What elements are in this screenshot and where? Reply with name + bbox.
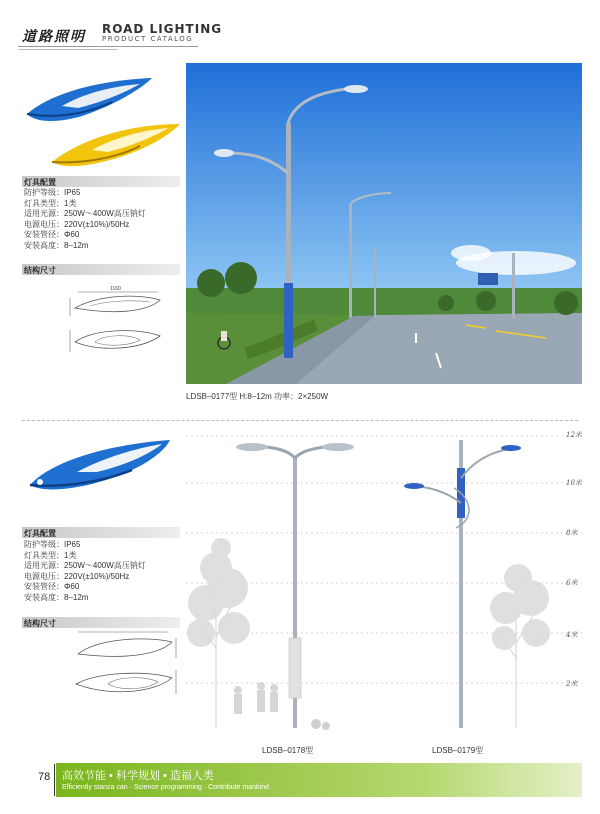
pole-illustration bbox=[186, 428, 582, 738]
spec-item: 灯具类型：1类 bbox=[24, 550, 77, 560]
header-subtitle-en: PRODUCT CATALOG bbox=[102, 35, 194, 43]
footer-divider bbox=[54, 764, 55, 796]
structure-title-2: 结构尺寸 bbox=[24, 618, 56, 628]
spec-list-2 bbox=[24, 540, 146, 603]
dimension-drawing-1 bbox=[60, 284, 180, 364]
spec-item: 防护等级：IP65 bbox=[24, 540, 81, 549]
lamp-photo-blue bbox=[22, 430, 180, 500]
config-title-2: 灯具配置 bbox=[24, 528, 56, 538]
spec-item: 适用光源：250W～400W高压钠灯 bbox=[24, 209, 146, 218]
spec-item: 安装管径：Φ60 bbox=[24, 230, 80, 239]
spec-item: 安装管径：Φ60 bbox=[24, 582, 80, 591]
header-title-en: ROAD LIGHTING bbox=[102, 22, 223, 36]
scale-label: 10米 bbox=[566, 479, 582, 487]
dimension-drawing-2 bbox=[68, 628, 183, 700]
spec-item: 安装高度：8–12m bbox=[24, 592, 89, 602]
scale-label: 2米 bbox=[566, 680, 578, 688]
dimension-label: 1160 bbox=[110, 286, 121, 292]
header-title-cn: 道路照明 bbox=[22, 29, 86, 45]
caption-0177: LDSB–0177型 H:8–12m 功率：2×250W bbox=[186, 392, 329, 401]
scale-label: 12米 bbox=[566, 431, 582, 439]
spec-list-1 bbox=[24, 188, 146, 251]
section-divider bbox=[22, 420, 578, 421]
scale-label: 6米 bbox=[566, 579, 578, 587]
spec-item: 电源电压：220V(±10%)/50Hz bbox=[24, 219, 130, 229]
scale-label: 4米 bbox=[566, 631, 578, 639]
structure-title-1: 结构尺寸 bbox=[24, 265, 56, 275]
caption-0179: LDSB–0179型 bbox=[432, 746, 484, 755]
footer-slogan-en: Efficiently stanza can · Science programming · Contribute mankind bbox=[62, 784, 269, 791]
spec-item: 防护等级：IP65 bbox=[24, 188, 81, 197]
page-number: 78 bbox=[38, 771, 51, 783]
spec-item: 灯具类型：1类 bbox=[24, 198, 77, 208]
spec-item: 电源电压：220V(±10%)/50Hz bbox=[24, 571, 130, 581]
spec-item: 适用光源：250W～400W高压钠灯 bbox=[24, 561, 146, 570]
header-divider-2 bbox=[18, 49, 118, 50]
lamp-photo-blue-yellow bbox=[22, 72, 180, 172]
street-photo bbox=[186, 63, 582, 384]
caption-0178: LDSB–0178型 bbox=[262, 746, 314, 755]
config-title-1: 灯具配置 bbox=[24, 177, 56, 187]
footer-slogan-cn: 高效节能 • 科学规划 • 造福人类 bbox=[62, 770, 214, 782]
scale-label: 8米 bbox=[566, 529, 578, 537]
header-divider bbox=[18, 46, 198, 47]
spec-item: 安装高度：8–12m bbox=[24, 240, 89, 250]
